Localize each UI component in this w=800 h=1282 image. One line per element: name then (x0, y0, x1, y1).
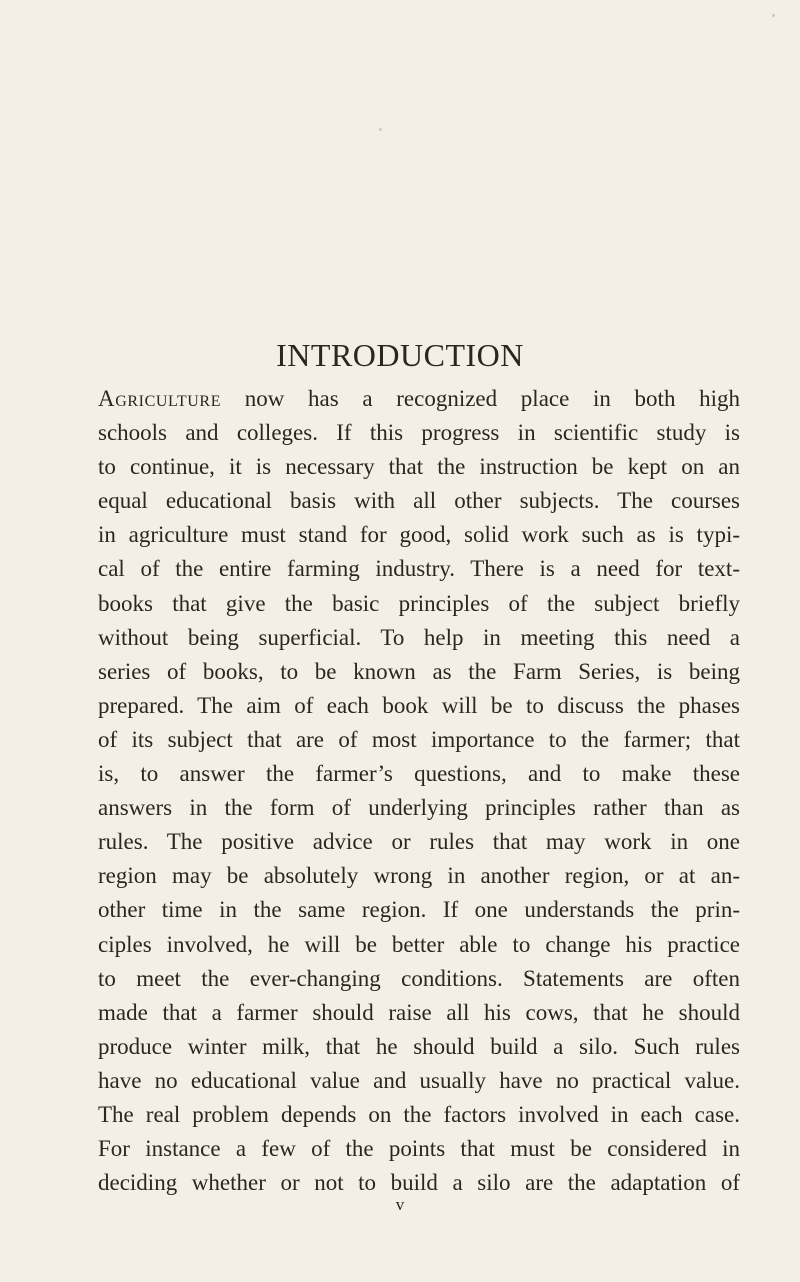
text-line: ciples involved, he will be better able to change his practice (98, 931, 740, 957)
text-line: made that a farmer should raise all his cows, that he should (98, 999, 740, 1025)
text-line: without being superficial. To help in meeting this need a (98, 624, 740, 650)
text-line: region may be absolutely wrong in another region, or at an- (98, 863, 740, 889)
text-line: answers in the form of underlying principles rather than as (98, 795, 740, 821)
paper-speck (772, 14, 775, 17)
page-title: INTRODUCTION (276, 337, 524, 373)
text-line: schools and colleges. If this progress in scientific study is (98, 420, 740, 446)
text-line: other time in the same region. If one understands the prin- (98, 897, 740, 923)
text-line: prepared. The aim of each book will be to discuss the phases (98, 692, 740, 718)
text-line: to continue, it is necessary that the instruction be kept on an (98, 454, 740, 480)
text-line: in agriculture must stand for good, solid work such as is typi- (98, 522, 740, 548)
text-line: cal of the entire farming industry. There is a need for text- (98, 556, 740, 582)
paper-speck (379, 128, 382, 131)
text-line: have no educational value and usually have no practical value. (98, 1067, 740, 1093)
text-line: equal educational basis with all other subjects. The courses (98, 488, 740, 514)
text-line: rules. The positive advice or rules that may work in one (98, 829, 740, 855)
introduction-paragraph (98, 382, 740, 1200)
text-line: books that give the basic principles of the subject briefly (98, 590, 740, 616)
text-line: to meet the ever-changing conditions. Statements are often (98, 965, 740, 991)
text-line (98, 382, 740, 416)
line-text: now has a recognized place in both high (221, 386, 740, 411)
text-line: is, to answer the farmer’s questions, and to make these (98, 761, 740, 787)
text-line: produce winter milk, that he should build a silo. Such rules (98, 1033, 740, 1059)
text-line: deciding whether or not to build a silo are the adaptation of (98, 1170, 740, 1196)
text-line: For instance a few of the points that must be considered in (98, 1136, 740, 1162)
text-line: The real problem depends on the factors involved in each case. (98, 1101, 740, 1127)
opening-word: Agriculture (98, 386, 222, 411)
text-line: of its subject that are of most importance to the farmer; that (98, 726, 740, 752)
text-line: series of books, to be known as the Farm Series, is being (98, 658, 740, 684)
page-number: v (395, 1195, 405, 1214)
